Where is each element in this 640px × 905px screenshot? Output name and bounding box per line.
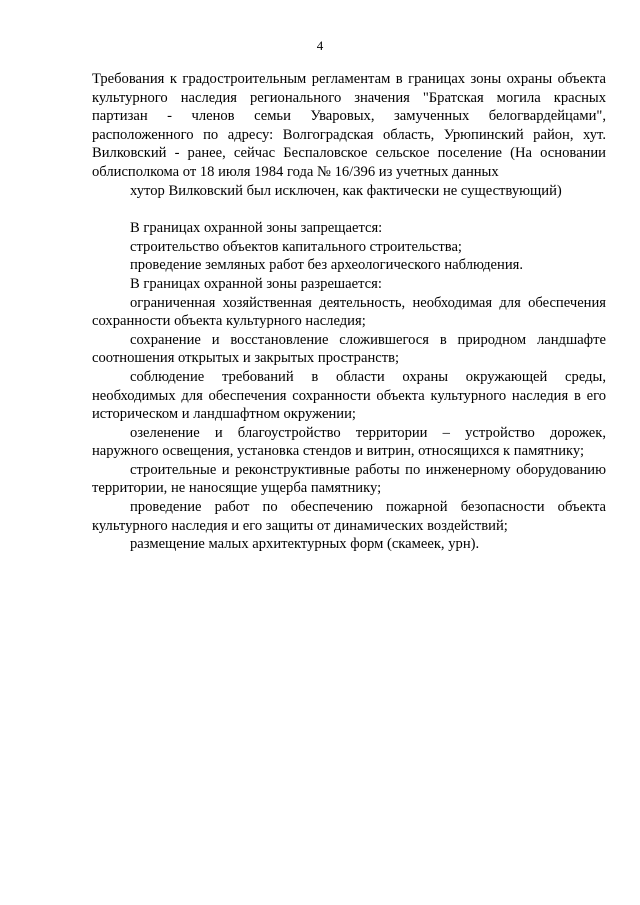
paragraph-gap bbox=[92, 200, 606, 219]
permitted-item: размещение малых архитектурных форм (скамеек, урн). bbox=[130, 536, 480, 553]
permitted-item: соблюдение требований в области охраны окружающей среды, необходимых для обеспечения сохранности объекта культурного наследия в его историческом и ландшафтном окружении; bbox=[92, 368, 606, 423]
permitted-item: сохранение и восстановление сложившегося в природном ландшафте соотношения открытых и закрытых пространств; bbox=[92, 331, 606, 367]
section-title-last-line: хутор Вилковский был исключен, как фактически не существующий) bbox=[130, 182, 562, 199]
document-body bbox=[92, 70, 606, 554]
prohibited-item: строительство объектов капитального строительства; bbox=[130, 238, 462, 255]
page-number: 4 bbox=[316, 38, 324, 53]
permitted-item: проведение работ по обеспечению пожарной безопасности объекта культурного наследия и его защиты от динамических воздействий; bbox=[92, 499, 606, 534]
prohibited-item: проведение земляных работ без археологического наблюдения. bbox=[130, 257, 524, 274]
section-title: Требования к градостроительным регламентам в границах зоны охраны объекта культурного наследия регионального значения "Братская могила красных партизан - членов семьи Уваровых, замученных белогвардейцами", расположенного по адресу: Волгоградская область, Урюпинский район, хут. Вилковский - ранее, сейчас Беспаловское сельское поселение (На основании облисполкома от 18 июля 1984 года № 16/396 из учетных данных bbox=[92, 71, 606, 180]
permitted-item: озеленение и благоустройство территории – устройство дорожек, наружного освещения, установка стендов и витрин, относящихся к памятнику; bbox=[92, 424, 606, 460]
permitted-item: строительные и реконструктивные работы по инженерному оборудованию территории, не наносящие ущерба памятнику; bbox=[92, 461, 606, 497]
permitted-heading: В границах охранной зоны разрешается: bbox=[130, 275, 382, 292]
permitted-item: ограниченная хозяйственная деятельность, необходимая для обеспечения сохранности объекта культурного наследия; bbox=[92, 294, 606, 330]
prohibited-heading: В границах охранной зоны запрещается: bbox=[130, 220, 383, 237]
